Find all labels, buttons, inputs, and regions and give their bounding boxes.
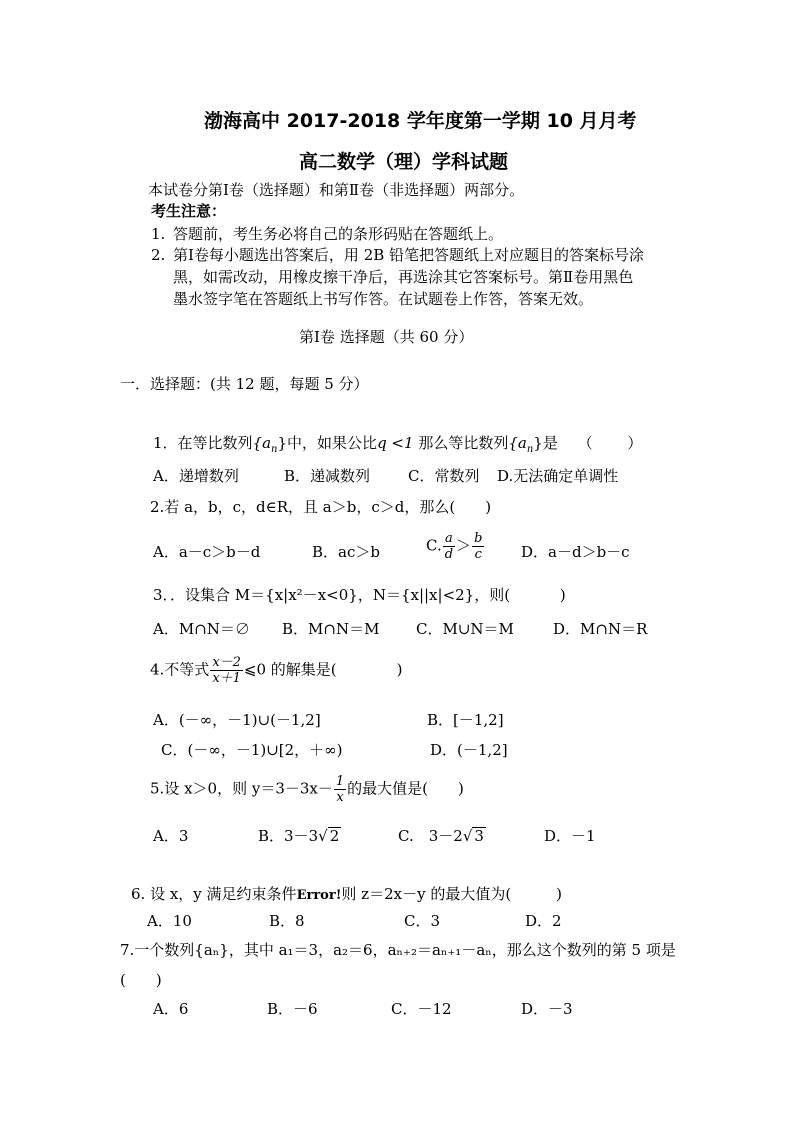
q5-frac-num: 1 bbox=[335, 774, 345, 789]
q6-suffix: 则 z＝2x－y 的最大值为( ) bbox=[341, 885, 563, 903]
q1-seq: {a bbox=[252, 434, 272, 452]
question-7-line2: ( ) bbox=[120, 971, 162, 989]
q5-option-c-radicand: 3 bbox=[474, 827, 484, 845]
q3-option-c: C．M∪N＝M bbox=[416, 620, 514, 638]
q5-suffix: 的最大值是( ) bbox=[347, 779, 464, 798]
q1-mid: 中，如果公比 bbox=[287, 434, 378, 452]
q5-fraction bbox=[334, 774, 346, 805]
q5-prefix: 5.设 x＞0，则 y＝3－3x－ bbox=[150, 779, 333, 798]
q3-option-b: B．M∩N＝M bbox=[282, 620, 380, 638]
q1-option-a: A．递增数列 bbox=[153, 467, 239, 485]
question-1-stem bbox=[153, 433, 642, 460]
q1-seq2-end: } bbox=[533, 434, 543, 452]
sqrt-icon: √ bbox=[462, 827, 473, 845]
q5-frac-den: x bbox=[336, 790, 344, 805]
q1-option-d: D.无法确定单调性 bbox=[497, 467, 619, 485]
q4-prefix: 4.不等式 bbox=[150, 660, 210, 679]
exam-subtitle: 高二数学（理）学科试题 bbox=[299, 151, 509, 173]
q7-option-d: D．－3 bbox=[521, 1000, 573, 1018]
q4-option-c: C．(－∞，－1)∪[2，＋∞) bbox=[161, 741, 343, 759]
q4-fraction bbox=[210, 655, 243, 686]
q6-prefix: 6. 设 x，y 满足约束条件 bbox=[131, 885, 297, 903]
q5-option-b-prefix: B．3－3 bbox=[258, 827, 319, 845]
q6-error-field: Error! bbox=[296, 888, 342, 903]
q5-option-b bbox=[258, 826, 341, 846]
q1-tail: 是 （ ） bbox=[542, 434, 643, 452]
q1-option-c: C．常数列 bbox=[408, 467, 480, 485]
question-7-line1: 7.一个数列{aₙ}，其中 a₁＝3，a₂＝6，aₙ₊₂＝aₙ₊₁－aₙ，那么这个数列的第 5 项是 bbox=[120, 941, 676, 959]
question-5-stem bbox=[150, 774, 464, 805]
note-2-line1: 第Ⅰ卷每小题选出答案后，用 2B 铅笔把答题纸上对应题目的答案标号涂 bbox=[173, 246, 645, 264]
q4-option-b: B．[－1,2] bbox=[427, 711, 504, 729]
q3-option-a: A．M∩N＝∅ bbox=[153, 620, 250, 638]
question-3-stem: 3．．设集合 M＝{x|x²－x<0}，N＝{x||x|<2}，则( ) bbox=[153, 586, 566, 604]
q7-option-b: B．－6 bbox=[267, 1000, 318, 1018]
q4-suffix: ⩽0 的解集是( ) bbox=[243, 660, 403, 679]
notice-heading: 考生注意： bbox=[151, 202, 227, 220]
q1-option-b: B．递减数列 bbox=[284, 467, 371, 485]
q2-option-c-gt: ＞ bbox=[456, 536, 472, 555]
q4-option-a: A．(－∞，－1)∪(－1,2] bbox=[153, 711, 321, 729]
q5-option-d: D．－1 bbox=[544, 827, 596, 845]
question-2-stem: 2.若 a，b，c，d∈R，且 a＞b，c＞d，那么( ) bbox=[150, 498, 492, 516]
q6-option-d: D．2 bbox=[525, 912, 562, 930]
q4-option-d: D．(－1,2] bbox=[430, 741, 508, 759]
note-1-text: 答题前，考生务必将自己的条形码贴在答题纸上。 bbox=[173, 225, 504, 243]
q5-option-b-radicand: 2 bbox=[329, 827, 340, 845]
q2-fraction-a-over-d bbox=[443, 531, 455, 562]
q2-option-a: A．a－c＞b－d bbox=[153, 543, 261, 561]
q1-seq-sub: n bbox=[271, 444, 278, 455]
q2-option-d: D．a－d＞b－c bbox=[521, 543, 630, 561]
part1-heading: 第Ⅰ卷 选择题（共 60 分） bbox=[299, 328, 474, 346]
q2-frac2-num: b bbox=[474, 531, 483, 546]
q5-option-c-prefix: C. 3－2 bbox=[398, 827, 463, 845]
q1-cond: q <1 bbox=[377, 434, 414, 452]
q2-option-c bbox=[426, 531, 485, 562]
q5-option-a: A．3 bbox=[153, 827, 189, 845]
q6-option-c: C．3 bbox=[404, 912, 441, 930]
q7-option-c: C．－12 bbox=[391, 1000, 452, 1018]
q2-option-c-prefix: C. bbox=[426, 536, 442, 555]
question-6-stem bbox=[131, 884, 562, 906]
q2-option-b: B．ac＞b bbox=[312, 543, 380, 561]
note-1-num: 1. bbox=[151, 225, 166, 243]
q6-option-a: A．10 bbox=[147, 912, 192, 930]
q1-suffix: 那么等比数列 bbox=[413, 434, 509, 452]
q2-frac1-num: a bbox=[443, 531, 455, 547]
question-4-stem bbox=[150, 655, 403, 686]
q6-option-b: B．8 bbox=[269, 912, 305, 930]
note-2-num: 2. bbox=[151, 246, 166, 264]
q2-frac2-den: c bbox=[474, 547, 482, 562]
q1-seq2-sub: n bbox=[526, 444, 534, 455]
q7-option-a: A．6 bbox=[153, 1000, 189, 1018]
q4-frac-num: x－2 bbox=[212, 655, 241, 670]
q5-option-c bbox=[398, 826, 486, 846]
q4-frac-den: x＋1 bbox=[212, 671, 241, 686]
intro-line: 本试卷分第Ⅰ卷（选择题）和第Ⅱ卷（非选择题）两部分。 bbox=[148, 181, 525, 199]
note-2-line3: 墨水签字笔在答题纸上书写作答。在试题卷上作答，答案无效。 bbox=[173, 290, 594, 308]
q2-frac1-den: d bbox=[444, 547, 454, 562]
q3-option-d: D．M∩N＝R bbox=[553, 620, 648, 638]
note-2-line2: 黑，如需改动，用橡皮擦干净后，再选涂其它答案标号。第Ⅱ卷用黑色 bbox=[173, 268, 634, 286]
exam-title: 渤海高中 2017-2018 学年度第一学期 10 月月考 bbox=[204, 110, 637, 132]
sqrt-icon: √ bbox=[318, 827, 328, 845]
q1-seq-end: } bbox=[277, 434, 288, 452]
q1-prefix: 1．在等比数列 bbox=[153, 434, 253, 452]
q1-seq2: {a bbox=[508, 434, 527, 452]
section-heading: 一．选择题：(共 12 题，每题 5 分） bbox=[120, 375, 369, 393]
q2-fraction-b-over-c bbox=[472, 531, 484, 562]
